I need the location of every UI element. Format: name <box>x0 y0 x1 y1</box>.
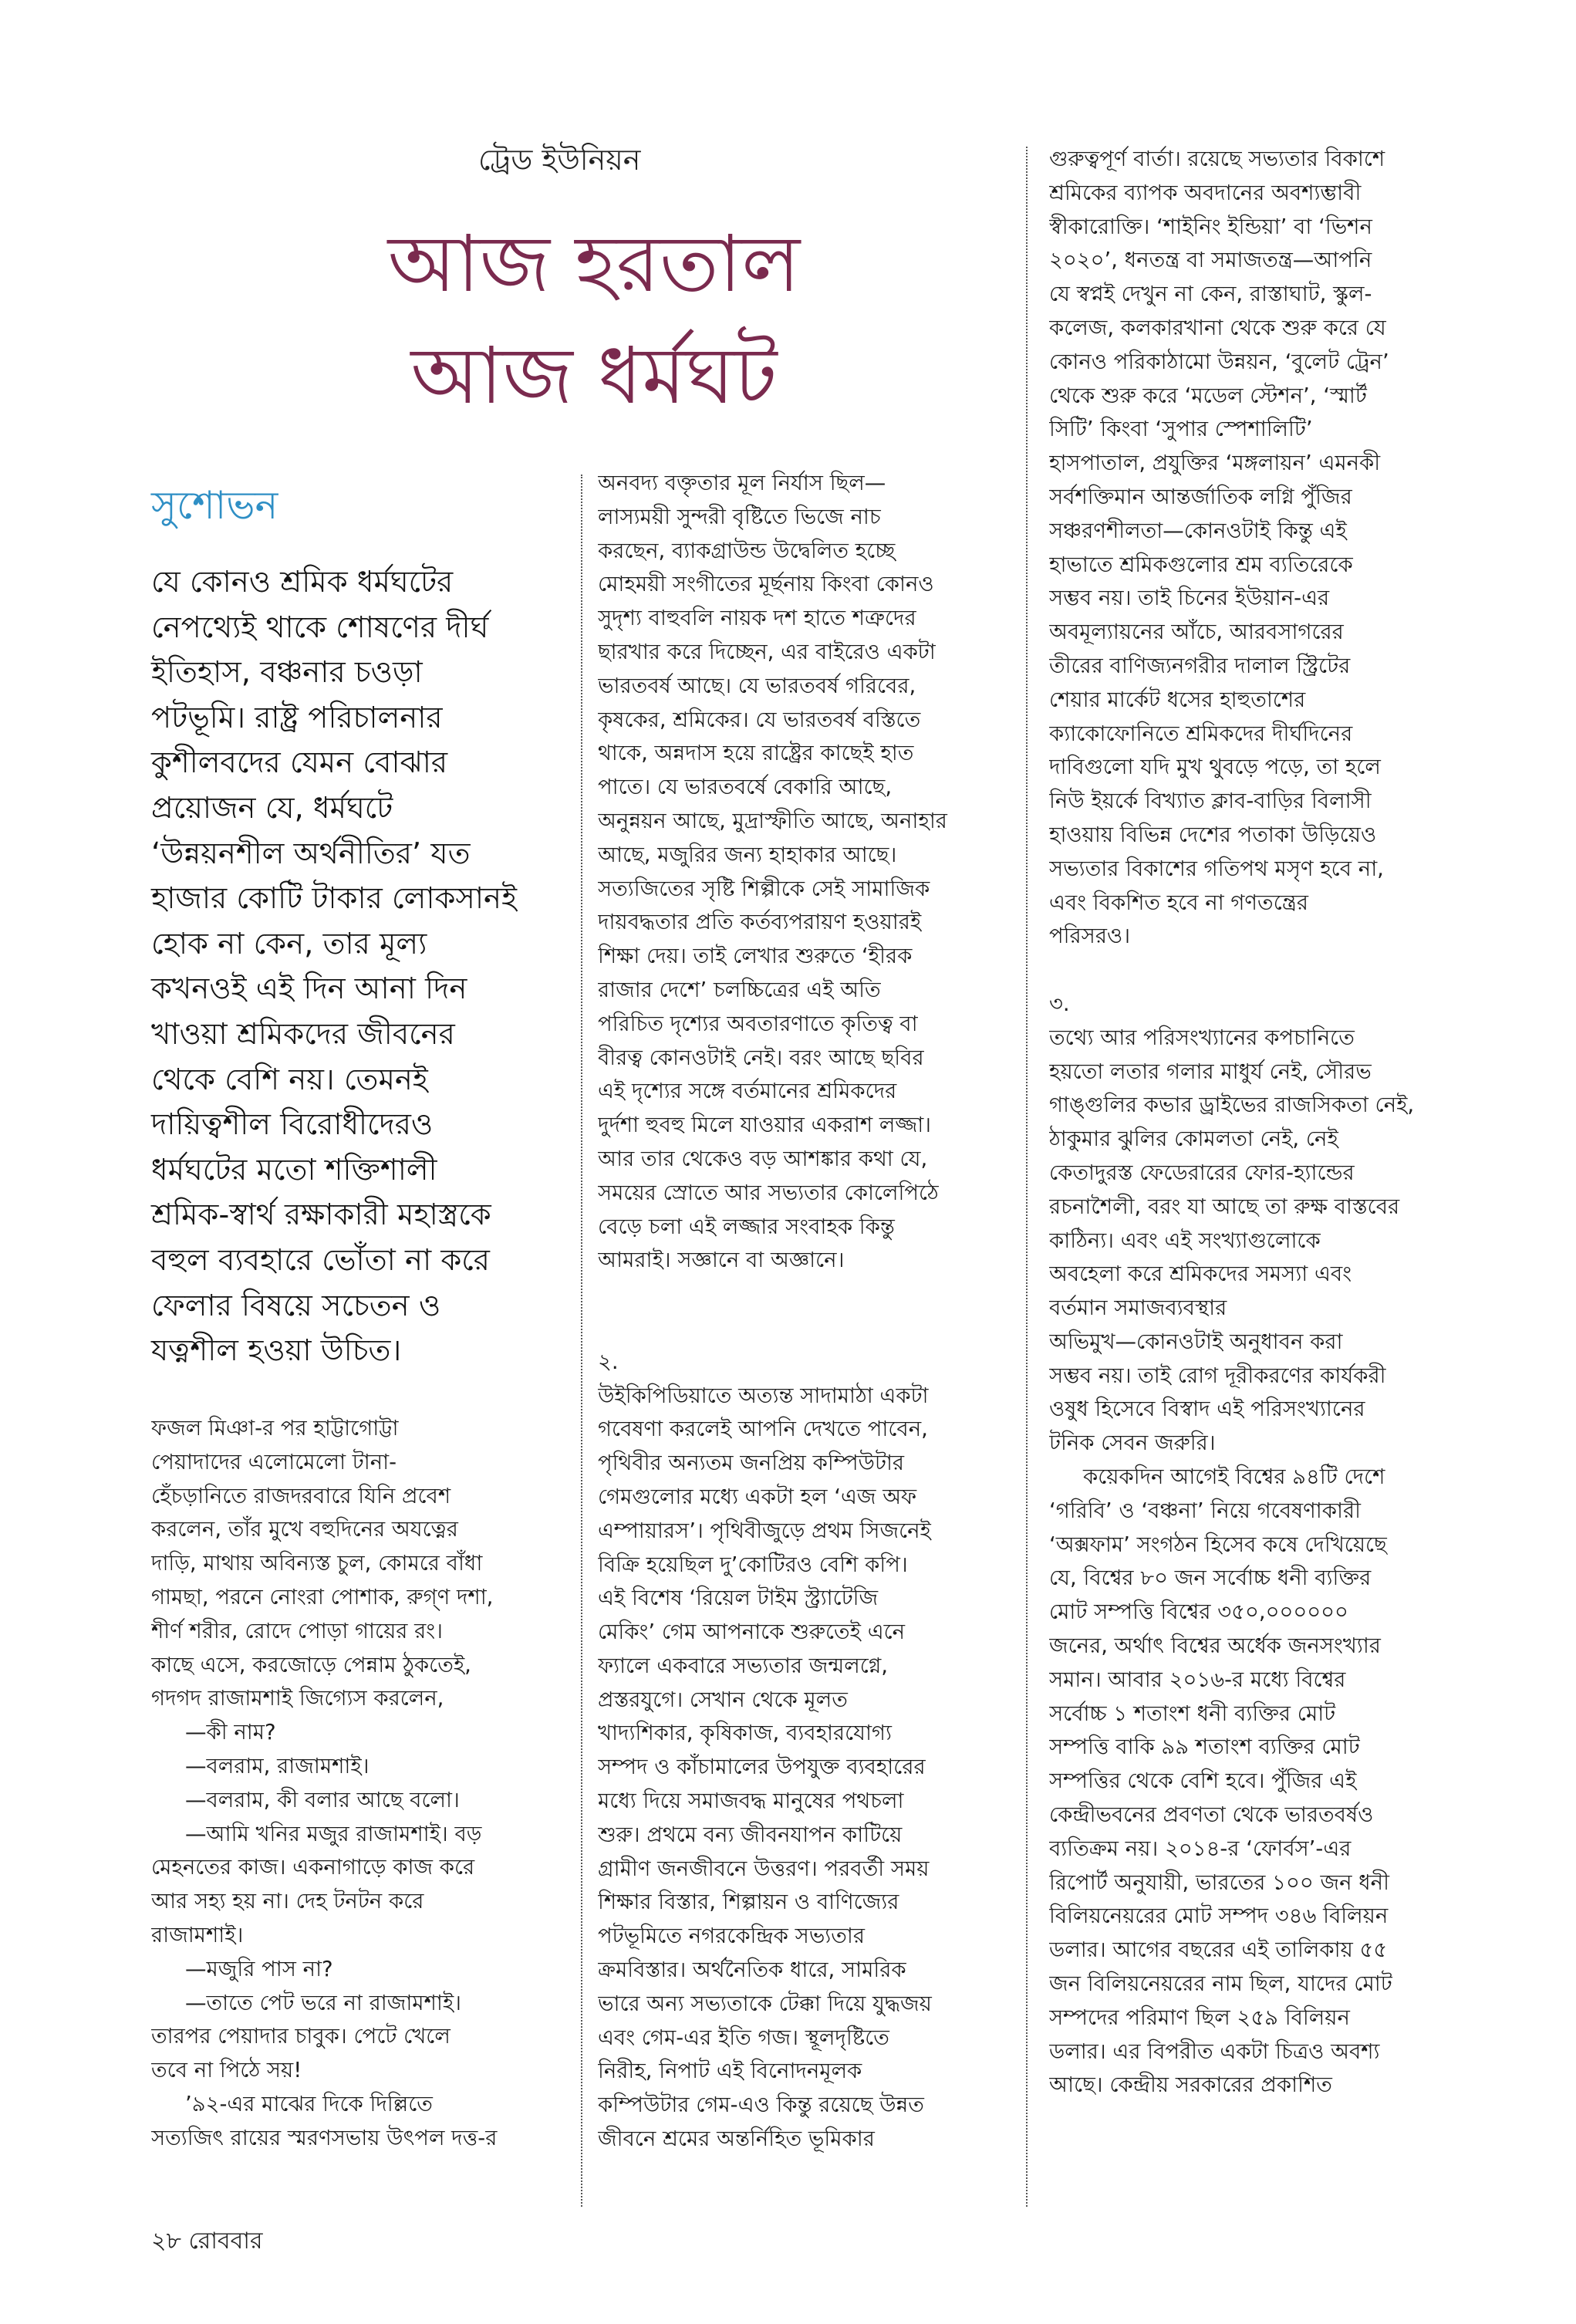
text-line: নিউ ইয়র্কে বিখ্যাত ক্লাব-বাড়ির বিলাসী <box>1049 789 1372 814</box>
lead-line: হোক না কেন, তার মূল্য <box>151 926 427 961</box>
text-line: শেয়ার মার্কেট ধসের হাহুতাশের <box>1049 687 1306 712</box>
text-line: বর্তমান সমাজব্যবস্থার <box>1049 1295 1227 1321</box>
text-line: থেকে শুরু করে ‘মডেল স্টেশন’, ‘স্মার্ট <box>1049 383 1367 408</box>
text-line: মধ্যে দিয়ে সমাজবদ্ধ মানুষের পথচলা <box>598 1789 904 1814</box>
text-line: গুরুত্বপূর্ণ বার্তা। রয়েছে সভ্যতার বিকাশে <box>1049 147 1385 171</box>
text-line: সময়ের স্রোতে আর সভ্যতার কোলেপিঠে <box>598 1180 939 1205</box>
text-line: কম্পিউটার গেম-এও কিন্তু রয়েছে উন্নত <box>598 2093 924 2118</box>
text-line: আছে। কেন্দ্রীয় সরকারের প্রকাশিত <box>1049 2072 1332 2098</box>
body-column-1 <box>151 1412 591 2156</box>
text-line: কাছে এসে, করজোড়ে পেন্নাম ঠুকতেই, <box>151 1652 471 1677</box>
text-line: বীরত্ব কোনওটাই নেই। বরং আছে ছবির <box>598 1045 924 1070</box>
text-line: ডলার। এর বিপরীত একটা চিত্রও অবশ্য <box>1049 2039 1380 2064</box>
text-line: সিটি’ কিংবা ‘সুপার স্পেশালিটি’ <box>1049 417 1313 442</box>
text-line: পৃথিবীর অন্যতম জনপ্রিয় কম্পিউটার <box>598 1451 905 1476</box>
body-column-2 <box>598 467 1030 2157</box>
lead-line: দায়িত্বশীল বিরোধীদেরও <box>151 1107 434 1143</box>
text-line: মোট সম্পত্তি বিশ্বের ৩৫০,০০০০০০ <box>1049 1599 1348 1625</box>
body-column-3 <box>1049 143 1481 2103</box>
text-line: এই বিশেষ ‘রিয়েল টাইম স্ট্র্যাটেজি <box>598 1586 879 1611</box>
text-line: শিক্ষা দেয়। তাই লেখার শুরুতে ‘হীরক <box>598 944 913 969</box>
text-line: রচনাশৈলী, বরং যা আছে তা রুক্ষ বাস্তবের <box>1049 1194 1400 1219</box>
lead-line: যত্নশীল হওয়া উচিত। <box>151 1333 402 1369</box>
text-line: গ্রামীণ জনজীবনে উত্তরণ। পরবর্তী সময় <box>598 1856 930 1881</box>
text-line: ফজল মিঞা-র পর হাট্টাগোট্টা <box>151 1416 399 1441</box>
page-number: ২৮ <box>151 2228 181 2255</box>
text-line: শিক্ষার বিস্তার, শিল্পায়ন ও বাণিজ্যের <box>598 1890 899 1915</box>
text-line: জনের, অর্থাৎ বিশ্বের অর্ধেক জনসংখ্যার <box>1049 1633 1381 1659</box>
headline <box>339 208 849 432</box>
text-line: ’৯২-এর মাঝের দিকে দিল্লিতে <box>185 2091 433 2116</box>
lead-paragraph <box>151 560 583 1374</box>
text-line: দায়বদ্ধতার প্রতি কর্তব্যপরায়ণ হওয়ারই <box>598 910 922 935</box>
text-line: ভারতবর্ষ আছে। যে ভারতবর্ষ গরিবের, <box>598 673 916 698</box>
text-line: ক্রমবিস্তার। অর্থনৈতিক ধারে, সামরিক <box>598 1957 906 1983</box>
text-line: ক্যাকোফোনিতে শ্রমিকদের দীর্ঘদিনের <box>1049 721 1353 746</box>
text-line: দাড়ি, মাথায় অবিন্যস্ত চুল, কোমরে বাঁধা <box>151 1551 483 1576</box>
text-line: সমান। আবার ২০১৬-র মধ্যে বিশ্বের <box>1049 1667 1346 1692</box>
lead-line: নেপথ্যেই থাকে শোষণের দীর্ঘ <box>151 610 489 645</box>
text-line: সম্ভব নয়। তাই রোগ দূরীকরণের কার্যকরী <box>1049 1363 1386 1388</box>
text-line: জীবনে শ্রমের অন্তর্নিহিত ভূমিকার <box>598 2126 875 2152</box>
lead-line: থেকে বেশি নয়। তেমনই <box>151 1062 428 1097</box>
text-line: সর্বোচ্চ ১ শতাংশ ধনী ব্যক্তির মোট <box>1049 1701 1336 1726</box>
text-line: যে স্বপ্নই দেখুন না কেন, রাস্তাঘাট, স্কুল- <box>1049 282 1372 307</box>
lead-line: কুশীলবদের যেমন বোঝার <box>151 745 448 781</box>
text-line: দাবিগুলো যদি মুখ থুবড়ে পড়ে, তা হলে <box>1049 755 1381 780</box>
text-line: সঞ্চরণশীলতা—কোনওটাই কিন্তু এই <box>1049 518 1347 543</box>
text-line: কয়েকদিন আগেই বিশ্বের ৯৪টি দেশে <box>1083 1464 1385 1490</box>
text-line: পরিসরও। <box>1049 924 1131 949</box>
text-line: সম্ভব নয়। তাই চিনের ইউয়ান-এর <box>1049 586 1330 611</box>
text-line: গদগদ রাজামশাই জিগ্যেস করলেন, <box>151 1686 444 1711</box>
text-line: গবেষণা করলেই আপনি দেখতে পাবেন, <box>598 1417 928 1442</box>
publication-name: রোববার <box>188 2228 263 2255</box>
text-line: হেঁচড়ানিতে রাজদরবারে যিনি প্রবেশ <box>151 1483 451 1508</box>
text-line: সম্পদের পরিমাণ ছিল ২৫৯ বিলিয়ন <box>1049 2005 1350 2030</box>
text-line: নিরীহ, নিপাট এই বিনোদনমূলক <box>598 2059 862 2084</box>
text-line: দুর্দশা হুবহু মিলে যাওয়ার একরাশ লজ্জা। <box>598 1113 931 1138</box>
text-line: সম্পত্তি বাকি ৯৯ শতাংশ ব্যক্তির মোট <box>1049 1735 1360 1760</box>
lead-line: পটভূমি। রাষ্ট্র পরিচালনার <box>151 700 443 735</box>
text-line: অনবদ্য বক্তৃতার মূল নির্যাস ছিল— <box>598 471 886 495</box>
lead-line: ফেলার বিষয়ে সচেতন ও <box>151 1288 441 1323</box>
text-line: অভিমুখ—কোনওটাই অনুধাবন করা <box>1049 1329 1343 1354</box>
text-line: শুরু। প্রথমে বন্য জীবনযাপন কাটিয়ে <box>598 1822 903 1847</box>
lead-line: বহুল ব্যবহারে ভোঁতা না করে <box>151 1242 490 1278</box>
text-line: অবমূল্যায়নের আঁচে, আরবসাগরের <box>1049 620 1344 645</box>
text-line: —আমি খনির মজুর রাজামশাই। বড় <box>185 1821 482 1846</box>
text-line: মেহনতের কাজ। একনাগাড়ে কাজ করে <box>151 1855 475 1880</box>
lead-line: শ্রমিক-স্বার্থ রক্ষাকারী মহাস্ত্রকে <box>151 1197 491 1233</box>
text-line: পটভূমিতে নগরকেন্দ্রিক সভ্যতার <box>598 1924 866 1949</box>
lead-line: ইতিহাস, বঞ্চনার চওড়া <box>151 655 423 691</box>
text-line: —বলরাম, রাজামশাই। <box>185 1753 370 1778</box>
text-line: —তাতে পেট ভরে না রাজামশাই। <box>185 1990 461 2015</box>
lead-line: ধর্মঘটের মতো শক্তিশালী <box>151 1152 437 1187</box>
author-byline: সুশোভন <box>151 483 278 528</box>
text-line: তারপর পেয়াদার চাবুক। পেটে খেলে <box>151 2024 451 2049</box>
text-line: ঠাকুমার ঝুলির কোমলতা নেই, নেই <box>1049 1127 1338 1152</box>
text-line: এম্পায়ারস’। পৃথিবীজুড়ে প্রথম সিজনেই <box>598 1518 931 1543</box>
text-line: সত্যজিতের সৃষ্টি শিল্পীকে সেই সামাজিক <box>598 876 930 901</box>
text-line: ছারখার করে দিচ্ছেন, এর বাইরেও একটা <box>598 639 936 664</box>
text-line: ফ্যালে একবারে সভ্যতার জন্মলগ্নে, <box>598 1653 889 1678</box>
text-line: কৃষকের, শ্রমিকের। যে ভারতবর্ষ বস্তিতে <box>598 707 921 732</box>
text-line: পাতে। যে ভারতবর্ষে বেকারি আছে, <box>598 775 893 800</box>
text-line: সত্যজিৎ রায়ের স্মরণসভায় উৎপল দত্ত-র <box>151 2125 498 2150</box>
text-line: মোহময়ী সংগীতের মূর্ছনায় কিংবা কোনও <box>598 572 934 597</box>
text-line: এবং গেম-এর ইতি গজ। স্থূলদৃষ্টিতে <box>598 2025 889 2050</box>
text-line: হাওয়ায় বিভিন্ন দেশের পতাকা উড়িয়েও <box>1049 822 1377 847</box>
text-line: আমরাই। সজ্ঞানে বা অজ্ঞানে। <box>598 1248 845 1273</box>
text-line: তবে না পিঠে সয়! <box>151 2058 302 2083</box>
text-line: ভারে অন্য সভ্যতাকে টেক্কা দিয়ে যুদ্ধজয় <box>598 1991 932 2016</box>
text-line: খাদ্যশিকার, কৃষিকাজ, ব্যবহারযোগ্য <box>598 1721 892 1746</box>
text-line: করলেন, তাঁর মুখে বহুদিনের অযত্নের <box>151 1517 458 1542</box>
text-line: অনুন্নয়ন আছে, মুদ্রাস্ফীতি আছে, অনাহার <box>598 808 947 833</box>
text-line: উইকিপিডিয়াতে অত্যন্ত সাদামাঠা একটা <box>598 1383 929 1408</box>
text-line: প্রস্তরযুগে। সেখান থেকে মূলত <box>598 1687 848 1712</box>
text-line: এই দৃশ্যের সঙ্গে বর্তমানের শ্রমিকদের <box>598 1079 897 1104</box>
lead-line: খাওয়া শ্রমিকদের জীবনের <box>151 1016 455 1052</box>
text-line: তীরের বাণিজ্যনগরীর দালাল স্ট্রিটের <box>1049 653 1351 678</box>
page-footer <box>151 2222 263 2262</box>
text-line: হাভাতে শ্রমিকগুলোর শ্রম ব্যতিরেকে <box>1049 552 1353 577</box>
text-line: পরিচিত দৃশ্যের অবতারণাতে কৃতিত্ব বা <box>598 1011 918 1036</box>
text-line: —বলরাম, কী বলার আছে বলো। <box>185 1787 460 1812</box>
text-line: শীর্ণ শরীর, রোদে পোড়া গায়ের রং। <box>151 1618 443 1643</box>
text-line: গামছা, পরনে নোংরা পোশাক, রুগ্ণ দশা, <box>151 1584 494 1610</box>
text-line: ‘গরিবি’ ও ‘বঞ্চনা’ নিয়ে গবেষণাকারী <box>1049 1498 1361 1523</box>
headline-line-1: আজ হরতাল <box>387 218 801 310</box>
text-line: —মজুরি পাস না? <box>185 1956 333 1981</box>
lead-line: যে কোনও শ্রমিক ধর্মঘটের <box>151 565 454 600</box>
text-line: হয়তো লতার গলার মাধুর্য নেই, সৌরভ <box>1049 1059 1372 1084</box>
text-line: ২০২০’, ধনতন্ত্র বা সমাজতন্ত্র—আপনি <box>1049 248 1372 273</box>
text-line: যে, বিশ্বের ৮০ জন সর্বোচ্চ ধনী ব্যক্তির <box>1049 1566 1372 1591</box>
text-line: রাজার দেশে’ চলচ্চিত্রের এই অতি <box>598 977 881 1002</box>
text-line: ব্যতিক্রম নয়। ২০১৪-র ‘ফোর্বস’-এর <box>1049 1836 1352 1861</box>
text-line: থাকে, অন্নদাস হয়ে রাষ্ট্রের কাছেই হাত <box>598 741 914 766</box>
text-line: লাস্যময়ী সুন্দরী বৃষ্টিতে ভিজে নাচ <box>598 504 881 529</box>
text-line: ‘অক্সফাম’ সংগঠন হিসেব কষে দেখিয়েছে <box>1049 1532 1387 1557</box>
text-line: আর সহ্য হয় না। দেহ টনটন করে <box>151 1889 424 1914</box>
text-line: কলেজ, কলকারখানা থেকে শুরু করে যে <box>1049 315 1386 340</box>
text-line: ডলার। আগের বছরের এই তালিকায় ৫৫ <box>1049 1937 1388 1963</box>
lead-line: কখনওই এই দিন আনা দিন <box>151 971 467 1007</box>
section-number: ৩. <box>1049 991 1070 1016</box>
section-kicker: ট্রেড ইউনিয়ন <box>478 143 641 177</box>
text-line: —কী নাম? <box>185 1720 276 1745</box>
lead-line: ‘উন্নয়নশীল অর্থনীতির’ যত <box>151 836 471 871</box>
text-line: জন বিলিয়নেয়রের নাম ছিল, যাদের মোট <box>1049 1971 1392 1997</box>
text-line: সভ্যতার বিকাশের গতিপথ মসৃণ হবে না, <box>1049 856 1384 881</box>
text-line: অবহেলা করে শ্রমিকদের সমস্যা এবং <box>1049 1262 1352 1287</box>
text-line: সম্পদ ও কাঁচামালের উপযুক্ত ব্যবহারের <box>598 1755 926 1780</box>
text-line: বেড়ে চলা এই লজ্জার সংবাহক কিন্তু <box>598 1214 895 1239</box>
text-line: রাজামশাই। <box>151 1922 244 1947</box>
text-line: হাসপাতাল, প্রযুক্তির ‘মঙ্গলায়ন’ এমনকী <box>1049 451 1381 476</box>
text-line: মেকিং’ গেম আপনাকে শুরুতেই এনে <box>598 1620 906 1645</box>
text-line: শ্রমিকের ব্যাপক অবদানের অবশ্যম্ভাবী <box>1049 180 1362 205</box>
text-line: আর তার থেকেও বড় আশঙ্কার কথা যে, <box>598 1146 928 1171</box>
text-line: কাঠিন্য। এবং এই সংখ্যাগুলোকে <box>1049 1228 1321 1253</box>
text-line: কেন্দ্রীভবনের প্রবণতা থেকে ভারতবর্ষও <box>1049 1802 1374 1828</box>
text-line: টনিক সেবন জরুরি। <box>1049 1431 1216 1456</box>
text-line: কোনও পরিকাঠামো উন্নয়ন, ‘বুলেট ট্রেন’ <box>1049 349 1389 374</box>
text-line: স্বীকারোক্তি। ‘শাইনিং ইন্ডিয়া’ বা ‘ভিশন <box>1049 214 1372 239</box>
text-line: বিলিয়নেয়রের মোট সম্পদ ৩৪৬ বিলিয়ন <box>1049 1903 1389 1929</box>
text-line: ওষুধ হিসেবে বিস্বাদ এই পরিসংখ্যানের <box>1049 1397 1365 1422</box>
text-line: সম্পত্তির থেকে বেশি হবে। পুঁজির এই <box>1049 1768 1357 1794</box>
text-line: সুদৃশ্য বাহুবলি নায়ক দশ হাতে শত্রুদের <box>598 606 916 631</box>
text-line: বিক্রি হয়েছিল দু’কোটিরও বেশি কপি। <box>598 1552 908 1577</box>
text-line: সর্বশক্তিমান আন্তর্জাতিক লগ্নি পুঁজির <box>1049 484 1352 509</box>
text-line: তথ্যে আর পরিসংখ্যানের কপচানিতে <box>1049 1025 1355 1050</box>
text-line: করছেন, ব্যাকগ্রাউন্ড উদ্বেলিত হচ্ছে <box>598 538 896 563</box>
text-line: পেয়াদাদের এলোমেলো টানা- <box>151 1449 397 1474</box>
lead-line: হাজার কোটি টাকার লোকসানই <box>151 881 518 917</box>
text-line: আছে, মজুরির জন্য হাহাকার আছে। <box>598 842 897 867</box>
text-line: এবং বিকশিত হবে না গণতন্ত্রের <box>1049 890 1308 915</box>
text-line: গেমগুলোর মধ্যে একটা হল ‘এজ অফ <box>598 1484 917 1509</box>
headline-line-2: আজ ধর্মঘট <box>410 330 778 422</box>
lead-line: প্রয়োজন যে, ধর্মঘটে <box>151 790 393 826</box>
text-line: কেতাদুরস্ত ফেডেরারের ফোর-হ্যান্ডের <box>1049 1160 1355 1185</box>
section-number: ২. <box>598 1349 619 1374</box>
text-line: গাঙ্গুলির কভার ড্রাইভের রাজসিকতা নেই, <box>1049 1093 1415 1118</box>
text-line: রিপোর্ট অনুযায়ী, ভারতের ১০০ জন ধনী <box>1049 1870 1389 1895</box>
